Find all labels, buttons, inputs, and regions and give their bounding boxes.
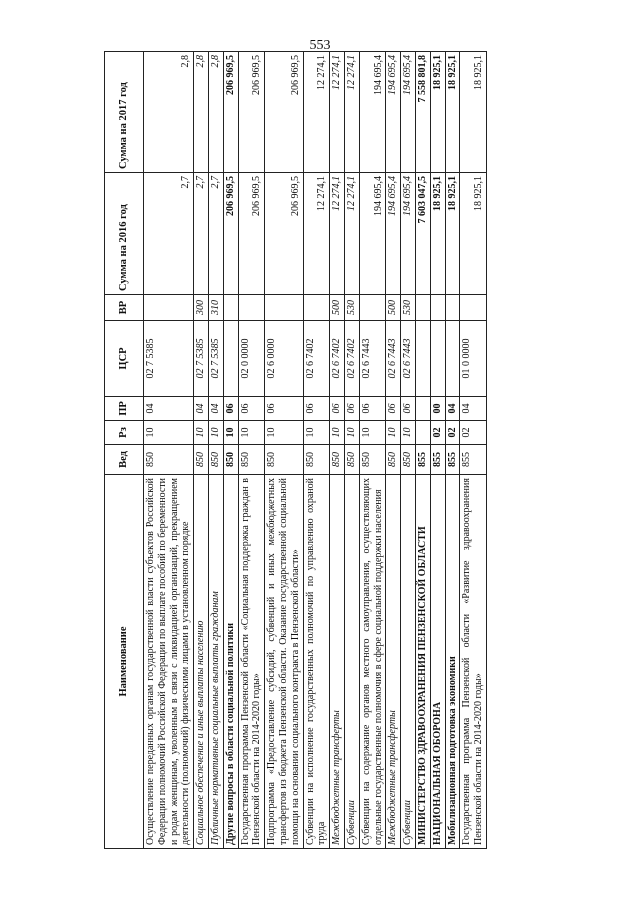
cell-name: Межбюджетные трансферты: [386, 475, 401, 849]
cell-pr: 00: [430, 397, 445, 421]
header-ved: Вед: [105, 445, 144, 475]
cell-vr: [415, 295, 430, 321]
cell-name: Социальное обеспечение и иные выплаты населению: [194, 475, 209, 849]
cell-sum-2017: 2,8: [144, 52, 194, 173]
cell-vr: 530: [401, 295, 416, 321]
cell-rz: 10: [359, 421, 386, 445]
cell-name: Межбюджетные трансферты: [330, 475, 345, 849]
cell-sum-2017: 194 695,4: [401, 52, 416, 173]
cell-sum-2017: 2,8: [208, 52, 223, 173]
cell-sum-2016: 12 274,1: [330, 173, 345, 295]
cell-csr: 02 0 0000: [238, 321, 265, 397]
cell-sum-2017: 206 969,5: [238, 52, 265, 173]
cell-csr: 02 6 7402: [330, 321, 345, 397]
table-body: [144, 52, 487, 849]
cell-csr: 02 6 7402: [303, 321, 330, 397]
budget-table: [104, 51, 487, 849]
cell-pr: 06: [401, 397, 416, 421]
cell-vr: [238, 295, 265, 321]
cell-ved: 850: [144, 445, 194, 475]
table-row: [430, 52, 445, 849]
table-row: [265, 52, 303, 849]
cell-name: Субвенции на исполнение государственных полномочий по управлению охраной труда: [303, 475, 330, 849]
cell-pr: 06: [359, 397, 386, 421]
cell-sum-2016: 18 925,1: [460, 173, 487, 295]
cell-sum-2016: 2,7: [144, 173, 194, 295]
cell-pr: 04: [208, 397, 223, 421]
table-row: [194, 52, 209, 849]
table-row: [401, 52, 416, 849]
cell-ved: 850: [208, 445, 223, 475]
table-row: [344, 52, 359, 849]
cell-rz: 10: [194, 421, 209, 445]
cell-pr: 04: [144, 397, 194, 421]
header-sum-2016: Сумма на 2016 год: [105, 173, 144, 295]
cell-ved: 850: [194, 445, 209, 475]
cell-rz: [415, 421, 430, 445]
cell-csr: 02 6 7443: [401, 321, 416, 397]
cell-sum-2017: 12 274,1: [303, 52, 330, 173]
cell-ved: 850: [303, 445, 330, 475]
cell-ved: 850: [238, 445, 265, 475]
cell-pr: 06: [344, 397, 359, 421]
cell-rz: 10: [303, 421, 330, 445]
cell-pr: [415, 397, 430, 421]
cell-sum-2016: 2,7: [194, 173, 209, 295]
cell-name: Субвенции: [344, 475, 359, 849]
table-row: [415, 52, 430, 849]
cell-vr: [359, 295, 386, 321]
cell-vr: [460, 295, 487, 321]
cell-name: Подпрограмма «Предоставление субсидий, субвенций и иных межбюджетных трансфертов из бюджета Пензенской области. Оказание государственной социальной помощи на основании социального контракта в Пензенской области»: [265, 475, 303, 849]
header-csr: ЦСР: [105, 321, 144, 397]
cell-sum-2016: 18 925,1: [430, 173, 445, 295]
cell-pr: 06: [330, 397, 345, 421]
cell-csr: 02 6 0000: [265, 321, 303, 397]
table-row: [445, 52, 460, 849]
page-number: 553: [309, 38, 331, 53]
table-row: [359, 52, 386, 849]
cell-sum-2017: 12 274,1: [330, 52, 345, 173]
cell-vr: 310: [208, 295, 223, 321]
cell-name: Мобилизационная подготовка экономики: [445, 475, 460, 849]
cell-name: НАЦИОНАЛЬНАЯ ОБОРОНА: [430, 475, 445, 849]
cell-csr: 02 6 7402: [344, 321, 359, 397]
cell-sum-2017: 194 695,4: [386, 52, 401, 173]
cell-ved: 850: [223, 445, 238, 475]
cell-csr: 01 0 0000: [460, 321, 487, 397]
cell-vr: [265, 295, 303, 321]
cell-pr: 04: [445, 397, 460, 421]
cell-rz: 10: [223, 421, 238, 445]
cell-sum-2017: 206 969,5: [265, 52, 303, 173]
cell-csr: 02 7 5385: [208, 321, 223, 397]
header-sum-2017: Сумма на 2017 год: [105, 52, 144, 173]
cell-sum-2017: 2,8: [194, 52, 209, 173]
header-rz: Рз: [105, 421, 144, 445]
cell-vr: 500: [386, 295, 401, 321]
cell-csr: [415, 321, 430, 397]
cell-pr: 06: [386, 397, 401, 421]
cell-ved: 850: [265, 445, 303, 475]
cell-sum-2017: 18 925,1: [460, 52, 487, 173]
rotated-table-container: [104, 52, 539, 849]
cell-ved: 850: [344, 445, 359, 475]
cell-name: Государственная программа Пензенской области «Развитие здравоохранения Пензенской области на 2014-2020 годы»: [460, 475, 487, 849]
cell-csr: [430, 321, 445, 397]
table-row: [303, 52, 330, 849]
header-name: Наименование: [105, 475, 144, 849]
table-row: [386, 52, 401, 849]
cell-ved: 850: [386, 445, 401, 475]
cell-rz: 02: [445, 421, 460, 445]
cell-pr: 04: [460, 397, 487, 421]
cell-vr: [144, 295, 194, 321]
cell-csr: 02 6 7443: [386, 321, 401, 397]
cell-rz: 10: [330, 421, 345, 445]
cell-pr: 04: [194, 397, 209, 421]
cell-rz: 02: [430, 421, 445, 445]
cell-rz: 02: [460, 421, 487, 445]
cell-vr: [223, 295, 238, 321]
cell-rz: 10: [144, 421, 194, 445]
cell-ved: 855: [460, 445, 487, 475]
table-header-row: [105, 52, 144, 849]
cell-vr: 500: [330, 295, 345, 321]
cell-pr: 06: [238, 397, 265, 421]
cell-vr: [445, 295, 460, 321]
cell-sum-2016: 12 274,1: [303, 173, 330, 295]
cell-sum-2016: 7 603 047,5: [415, 173, 430, 295]
cell-sum-2016: 2,7: [208, 173, 223, 295]
cell-ved: 855: [445, 445, 460, 475]
cell-vr: 530: [344, 295, 359, 321]
cell-rz: 10: [238, 421, 265, 445]
cell-sum-2017: 18 925,1: [430, 52, 445, 173]
cell-csr: 02 7 5385: [144, 321, 194, 397]
cell-ved: 855: [430, 445, 445, 475]
header-vr: ВР: [105, 295, 144, 321]
cell-sum-2017: 206 969,5: [223, 52, 238, 173]
cell-vr: [303, 295, 330, 321]
cell-csr: 02 7 5385: [194, 321, 209, 397]
cell-name: МИНИСТЕРСТВО ЗДРАВООХРАНЕНИЯ ПЕНЗЕНСКОЙ ОБЛАСТИ: [415, 475, 430, 849]
cell-rz: 10: [344, 421, 359, 445]
table-row: [330, 52, 345, 849]
cell-sum-2017: 18 925,1: [445, 52, 460, 173]
header-pr: ПР: [105, 397, 144, 421]
cell-name: Субвенции: [401, 475, 416, 849]
cell-pr: 06: [265, 397, 303, 421]
table-row: [238, 52, 265, 849]
cell-pr: 06: [303, 397, 330, 421]
cell-csr: 02 6 7443: [359, 321, 386, 397]
cell-csr: [223, 321, 238, 397]
cell-vr: 300: [194, 295, 209, 321]
cell-name: Другие вопросы в области социальной политики: [223, 475, 238, 849]
cell-name: Государственная программа Пензенской области «Социальная поддержка граждан в Пензенской области на 2014-2020 годы»: [238, 475, 265, 849]
cell-sum-2017: 7 558 801,8: [415, 52, 430, 173]
cell-rz: 10: [208, 421, 223, 445]
cell-rz: 10: [265, 421, 303, 445]
cell-ved: 855: [415, 445, 430, 475]
cell-pr: 06: [223, 397, 238, 421]
table-row: [144, 52, 194, 849]
table-row: [223, 52, 238, 849]
cell-ved: 850: [401, 445, 416, 475]
cell-ved: 850: [359, 445, 386, 475]
cell-rz: 10: [386, 421, 401, 445]
table-row: [460, 52, 487, 849]
table-row: [208, 52, 223, 849]
cell-sum-2017: 194 695,4: [359, 52, 386, 173]
cell-rz: 10: [401, 421, 416, 445]
cell-sum-2016: 12 274,1: [344, 173, 359, 295]
cell-sum-2017: 12 274,1: [344, 52, 359, 173]
cell-name: Осуществление переданных органам государственной власти субъектов Российской Федерации полномочий Российской Федерации по выплате пособий по беременности и родам женщинам, уволенным в связи с ликвидацией организаций, прекращением деятельности (полномочий) физическими лицами в установленном порядке: [144, 475, 194, 849]
cell-sum-2016: 194 695,4: [386, 173, 401, 295]
cell-sum-2016: 18 925,1: [445, 173, 460, 295]
cell-vr: [430, 295, 445, 321]
cell-sum-2016: 206 969,5: [223, 173, 238, 295]
cell-sum-2016: 206 969,5: [238, 173, 265, 295]
cell-ved: 850: [330, 445, 345, 475]
cell-sum-2016: 194 695,4: [359, 173, 386, 295]
cell-sum-2016: 194 695,4: [401, 173, 416, 295]
cell-csr: [445, 321, 460, 397]
cell-name: Субвенции на содержание органов местного самоуправления, осуществляющих отдельные государственные полномочия в сфере социальной поддержки населения: [359, 475, 386, 849]
cell-sum-2016: 206 969,5: [265, 173, 303, 295]
cell-name: Публичные нормативные социальные выплаты гражданам: [208, 475, 223, 849]
